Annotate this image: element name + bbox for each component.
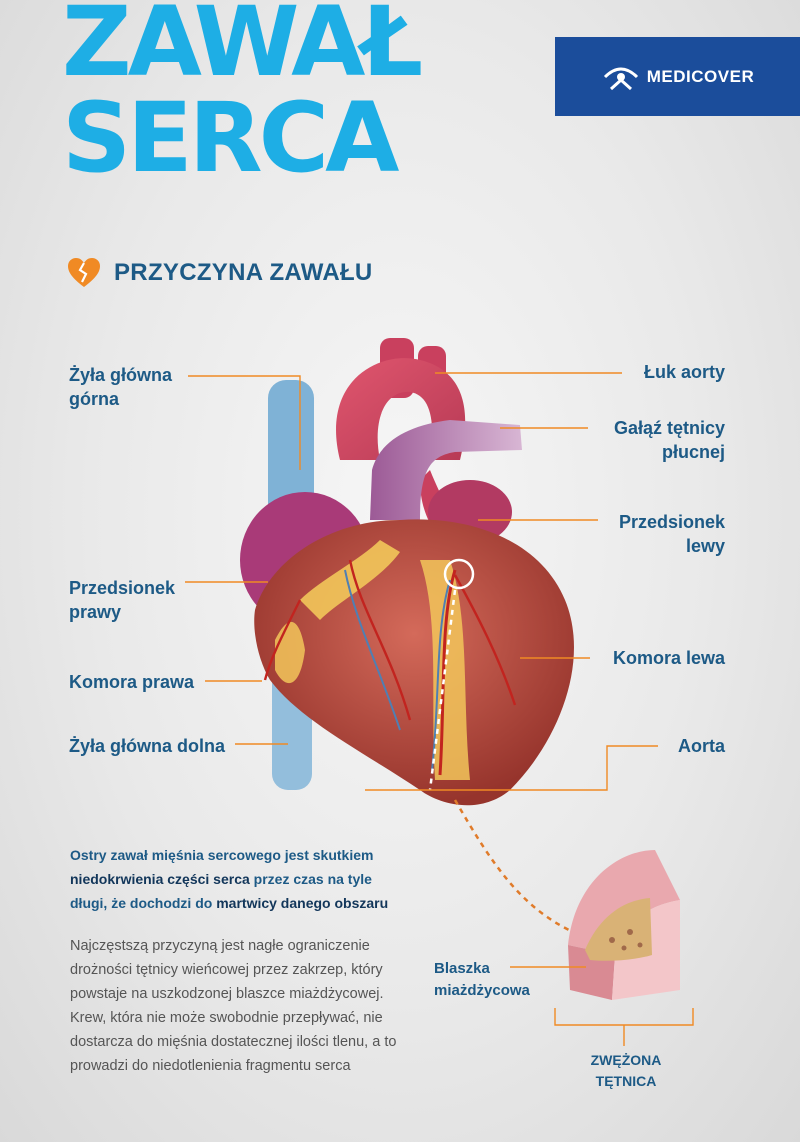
body-paragraph: Najczęstszą przyczyną jest nagłe ograniczenie drożności tętnicy wieńcowej przez zakrzep, który powstaje na uszkodzonej blaszce miażdżycowej. Krew, która nie może swobodnie przepływać, nie dostarcza do mięśnia dostatecznej ilości tlenu, a to prowadzi do niedotlenienia fragmentu serca [70, 938, 397, 1074]
page-title-line-2: SERCA [62, 82, 396, 194]
section-title: PRZYCZYNA ZAWAŁU [114, 259, 373, 286]
label-inferior-vena-cava: Żyła główna dolna [69, 736, 226, 756]
label-narrowed-artery: ZWĘŻONA TĘTNICA [590, 1052, 662, 1089]
label-right-atrium: Przedsionek prawy [69, 578, 176, 622]
label-pulmonary-branch: Gałąź tętnicy płucnej [613, 418, 725, 462]
label-aorta: Aorta [677, 736, 725, 756]
label-right-ventricle: Komora prawa [69, 672, 195, 692]
intro-paragraph: Ostry zawał mięśnia sercowego jest skutkiem niedokrwienia części serca przez czas na tyle długi, że dochodzi do martwicy danego obszaru [70, 847, 389, 911]
label-left-ventricle: Komora lewa [612, 648, 725, 668]
label-plaque: Blaszka miażdżycowa [434, 960, 530, 999]
label-left-atrium: Przedsionek lewy [618, 512, 725, 556]
narrowed-artery-illustration [568, 850, 680, 1000]
page-title-line-1: ZAWAŁ [62, 0, 420, 98]
brand-name: MEDICOVER [646, 66, 755, 86]
zoom-connector [455, 800, 580, 935]
label-aortic-arch: Łuk aorty [643, 362, 725, 382]
label-superior-vena-cava: Żyła główna górna [69, 365, 173, 409]
